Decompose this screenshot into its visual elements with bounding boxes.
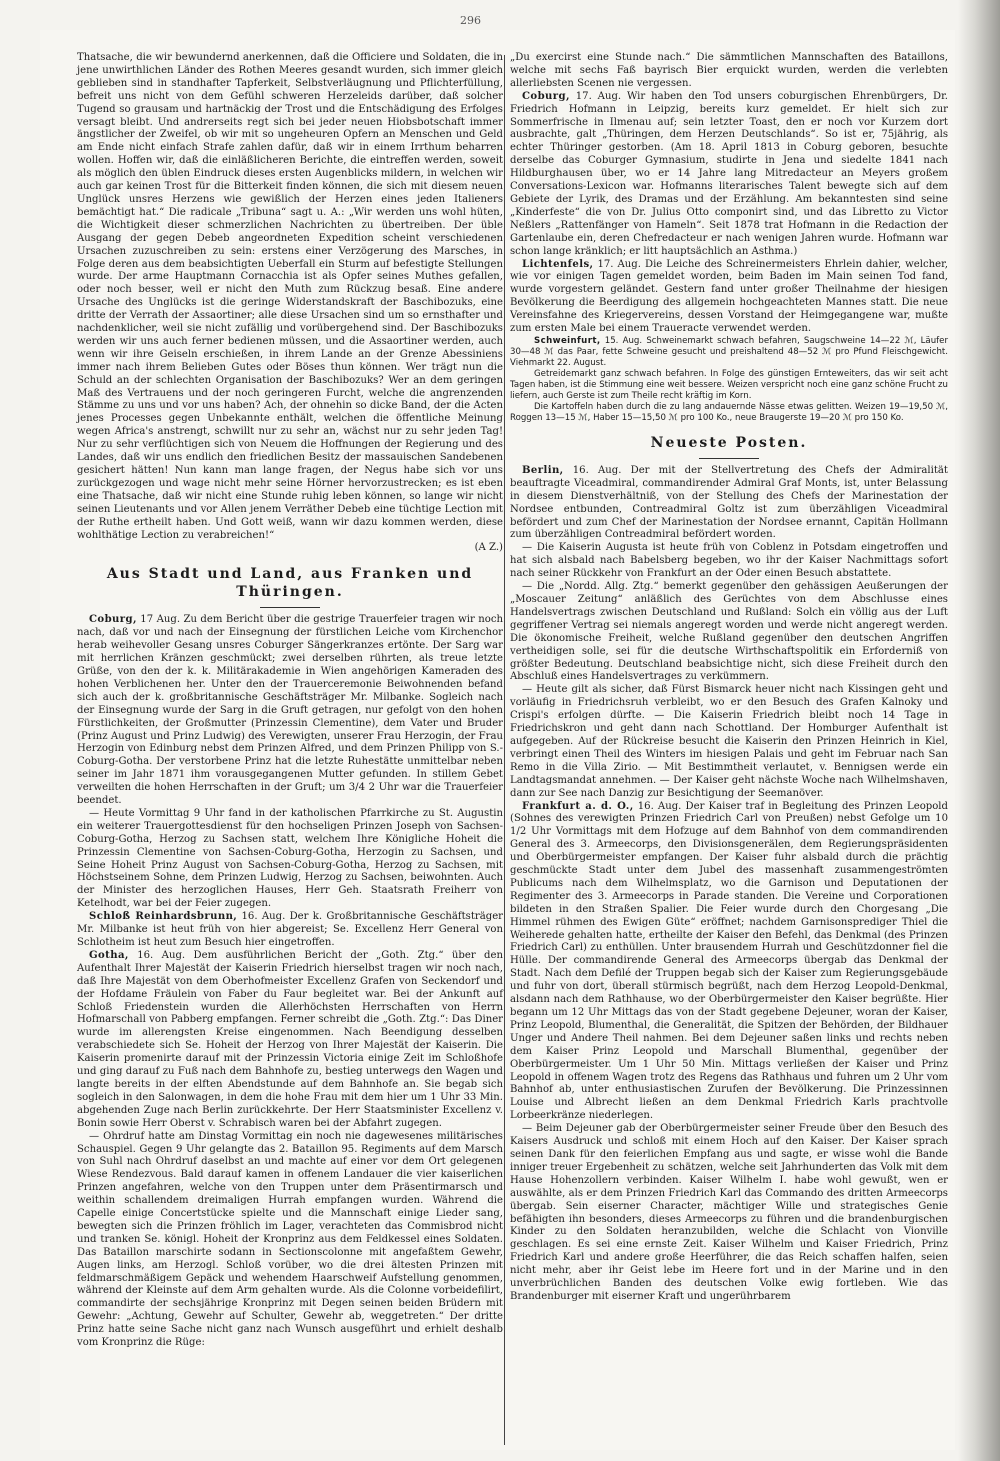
paragraph-text: 17 Aug. Zu dem Bericht über die gestrige Trauerfeier tragen wir noch nach, daß vor und nach der Einsegnung der fürstlichen Leiche vom Kirchenchor herab weihevoller Gesang unsres Coburger Sängerkranzes ertönte. Der Sarg war mit herrlichen Kränzen geschmückt; zwei derselben rührten, als treue letzte Grüße, von den der k. k. Militärakademie in Wien angehörigen Kameraden des hohen Verblichenen her. Unter den der Trauerceremonie Beiwohnenden befand sich auch der k. großbritannische Geschäftsträger Mr. Milbanke. Sogleich nach der Einsegnung wurde der Sarg in die Gruft getragen, nur gefolgt von den hohen Fürstlichkeiten, der Großmutter (Prinzessin Clementine), dem Vater und Bruder (Prinz August und Prinz Ludwig) des Verewigten, unserer Frau Herzogin, der Frau Herzogin von Edinburg nebst dem Prinzen Alfred, und dem Prinzen Philipp von S.-Coburg-Gotha. Der verstorbene Prinz hat die letzte Ruhestätte unmittelbar neben seiner im Jahr 1871 ihm vorausgegangenen Mutter gefunden. In stillem Gebet verweilten die hohen Herrschaften in der Gruft; um 3/4 2 Uhr war die Trauerfeier beendet. xyxy=(77,614,503,807)
latest-news xyxy=(510,465,948,1304)
paragraph-text: 17. Aug. Die Leiche des Schreinermeisters Ehrlein dahier, welcher, wie vor einigen Tagen gemeldet worden, beim Baden im Main seinen Tod fand, wurde vorgestern geländet. Gestern fand unter großer Theilnahme der hiesigen Bevölkerung die Beerdigung des allgemein hochgeachteten Mannes statt. Die neue Vereinsfahne des Kriegervereins, dessen Vorstand der Heimgegangene war, mußte zum ersten Male bei einem Traueracte verwendet werden. xyxy=(510,258,948,335)
paragraph-text: 16. Aug. Der k. Großbritannische Geschäftsträger Mr. Milbanke ist heut früh von hier abgereist; Se. Excellenz Herr General von Schlotheim ist heut zum Besuch hier eingetroffen. xyxy=(77,911,503,948)
paragraph-text: 16. Aug. Dem ausführlichen Bericht der „Goth. Ztg.“ über den Aufenthalt Ihrer Majestät der Kaiserin Friedrich hierselbst tragen wir noch nach, daß Ihre Majestät von dem Oberhofmeister Excellenz Grafen von Seckendorf und der Hofdame Fräulein von Faber du Faur begleitet war. Bei der Ankunft auf Schloß Friedenstein wurden die Allerhöchsten Herrschaften von Herrn Hofmarschall von Pabberg empfangen. Ferner schreibt die „Goth. Ztg.“: Das Diner wurde im allerengsten Kreise eingenommen. Nach Beendigung desselben verabschiedete sich Se. Hoheit der Herzog von Ihrer Majestät der Kaiserin. Die Kaiserin promenirte darauf mit der Prinzessin Victoria einige Zeit im Schloßhofe und ging darauf zu Fuß nach dem Bahnhofe zu, bestieg unterwegs den Wagen und langte bereits in der elften Abendstunde auf dem Bahnhofe an. Sie begab sich sogleich in den Salonwagen, in dem die hohe Frau mit dem hier um 1 Uhr 33 Min. abgehenden Zuge nach Berlin zurückkehrte. Der Herr Staatsminister Excellenz v. Bonin sowie Herr Oberst v. Schrabisch waren bei der Abfahrt zugegen. xyxy=(77,949,503,1129)
page-edge-shadow xyxy=(958,0,1000,1461)
article-paragraph xyxy=(510,259,948,336)
paragraph-text: Getreidemarkt ganz schwach befahren. In Folge des günstigen Ernteweiters, das wir seit acht Tagen haben, ist die Stimmung eine weit bessere. Weizen verspricht noch eine ganz schöne Frucht zu liefern, auch Gerste ist zum Theile recht kräftig im Korn. xyxy=(510,368,948,401)
article-paragraph xyxy=(510,1123,948,1304)
paragraph-text: — Heute gilt als sicher, daß Fürst Bismarck heuer nicht nach Kissingen geht und vorläufig in Friedrichsruh verbleibt, wo er den Besuch des Grafen Kalnoky und Crispi's erfolgen dürfte. — Die Kaiserin Friedrich bleibt noch 14 Tage in Friedrichskron und geht dann nach Schottland. Der Homburger Aufenthalt ist aufgegeben. Auf der Rückreise besucht die Kaiserin den Prinzen Heinrich in Kiel, verbringt einen Theil des Winters im hiesigen Palais und geht im Februar nach San Remo in die Villa Zirio. — Mit Bestimmtheit verlautet, v. Bennigsen werde ein Landtagsmandat annehmen. — Der Kaiser geht nächste Woche nach Wilhelmshaven, dann zur See nach Danzig zur Besichtigung der Seemanöver. xyxy=(510,684,948,799)
regional-reports-continued xyxy=(510,52,948,336)
article-paragraph xyxy=(77,1131,503,1350)
dateline-place: Schloß Reinhardsbrunn, xyxy=(89,911,238,923)
article-paragraph xyxy=(77,808,503,911)
dateline-place: Lichtenfels, xyxy=(522,258,594,270)
section-heading-regional: Aus Stadt und Land, aus Franken und Thüringen. xyxy=(106,566,474,601)
article-paragraph xyxy=(510,801,948,1124)
paragraph-text: — Die „Nordd. Allg. Ztg.“ bemerkt gegenüber den gehässigen Aeußerungen der „Moscauer Zeitung“ anläßlich des Gerüchtes von dem Abschlusse eines Handelsvertrags zwischen Deutschland und Rußland: Solch ein völlig aus der Luft gegriffener Vertrag sei niemals angeregt worden und werde nicht angeregt werden. Die ökonomische Freiheit, welche Rußland gegenüber den deutschen Angriffen vertheidigen solle, sei für die deutsche Wirthschaftspolitik ein Erforderniß von größter Bedeutung. Deutschland beabsichtige nicht, sich diese Freiheit durch den Abschluß eines Handelsvertrages zu verkümmern. xyxy=(510,581,948,683)
regional-reports xyxy=(77,614,503,1350)
article-paragraph xyxy=(510,369,948,402)
paragraph-text: — Die Kaiserin Augusta ist heute früh von Coblenz in Potsdam eingetroffen und hat sich alsbald nach Babelsberg begeben, wo ihr der Kaiser Nachmittags sofort nach seiner Rückkehr von Frankfurt an der Oder einen Besuch abstattete. xyxy=(510,542,948,580)
article-paragraph xyxy=(510,52,948,91)
paragraph-text: 16. Aug. Der Kaiser traf in Begleitung des Prinzen Leopold (Sohnes des verewigten Prinzen Friedrich Carl von Preußen) nebst Gefolge um 10 1/2 Uhr Vormittags mit dem Hofzuge auf dem Bahnhof von dem commandirenden General des 3. Armeecorps, den Divisionsgenerälen, dem Regierungspräsidenten und Oberbürgermeister empfangen. Der Kaiser fuhr alsbald durch die prächtig geschmückte Stadt unter dem Jubel des massenhaft zusammengeströmten Publicums nach dem Wilhelmsplatz, wo die Garnison und Deputationen der Regimenter des 3. Armeecorps in Parade standen. Die Vereine und Corporationen bildeten in den Straßen Spalier. Die Feier wurde durch den Chorgesang „Die Himmel rühmen des Ewigen Güte“ eröffnet; nachdem Garnisonsprediger Thiel die Weiherede gehalten hatte, ertheilte der Kaiser den Befehl, das Denkmal (des Prinzen Friedrich Carl) zu enthüllen. Unter brausendem Hurrah und Geschützdonner fiel die Hülle. Der commandirende General des Armeecorps übergab das Denkmal der Stadt. Nach dem Defilé der Truppen begab sich der Kaiser zum Regierungsgebäude und fuhr von dort, überall stürmisch begrüßt, nach dem Herzog Leopold-Denkmal, alsdann nach dem Rathhause, wo der Oberbürgermeister den Kaiser begrüßte. Hier begann um 12 Uhr Mittags das von der Stadt gegebene Dejeuner, woran der Kaiser, Prinz Leopold, Blumenthal, die Generalität, die Spitzen der Behörden, der Bildhauer Unger und Andere Theil nahmen. Bei dem Dejeuner saßen links und rechts neben dem Kaiser Prinz Leopold und Marschall Blumenthal, gegenüber der Oberbürgermeister. Um 1 Uhr 50 Min. Mittags verließen der Kaiser und Prinz Leopold in offenem Wagen trotz des Regens das Rathhaus und fuhren um 2 Uhr vom Bahnhof ab, unter enthusiastischen Zurufen der Bevölkerung. Die Prinzessinnen Louise und Albrecht ließen an dem Denkmal Friedrich Karls prachtvolle Lorbeerkränze niederlegen. xyxy=(510,800,948,1122)
column-divider xyxy=(504,55,505,1445)
section-rule xyxy=(699,458,759,459)
right-column xyxy=(510,52,948,1304)
article-paragraph xyxy=(510,465,948,542)
article-paragraph xyxy=(510,336,948,369)
dateline-place: Frankfurt a. d. O., xyxy=(522,800,634,812)
paragraph-text: 17. Aug. Wir haben den Tod unsers coburgischen Ehrenbürgers, Dr. Friedrich Hofmann in Leipzig, bereits kurz gemeldet. Er hielt sich zur Sommerfrische in Ilmenau auf; sein letzter Toast, den er noch vor Kurzem dort ausbrachte, galt „Thüringen, dem Herzen Deutschlands“. So ist er, 75jährig, als echter Thüringer gestorben. (Am 18. April 1813 in Coburg geboren, besuchte derselbe das Coburger Gymnasium, studirte in Jena und siedelte 1841 nach Hildburghausen über, wo er 14 Jahre lang Mitredacteur an Meyers großem Conversations-Lexicon war. Hofmanns literarisches Talent bewegte sich auf dem Gebiete der Lyrik, des Dramas und der Erzählung. Am bekanntesten sind seine „Kinderfeste“ die von Dr. Julius Otto componirt sind, und das Libretto zu Victor Neßlers „Rattenfänger von Hameln“. Seit 1878 trat Hofmann in die Redaction der Gartenlaube ein, deren Chefredacteur er nach wenigen Jahren wurde. Hofmann war schon lange kränklich; er litt hauptsächlich an Asthma.) xyxy=(510,90,948,257)
dateline-place: Coburg, xyxy=(522,90,570,102)
article-paragraph xyxy=(510,402,948,424)
intro-article xyxy=(77,52,503,542)
section-rule xyxy=(260,607,320,608)
article-paragraph xyxy=(77,614,503,808)
intro-signature: (A Z.) xyxy=(474,542,503,554)
article-paragraph xyxy=(510,684,948,800)
section-heading-latest-news: Neueste Posten. xyxy=(650,434,808,451)
paragraph-text: — Beim Dejeuner gab der Oberbürgermeister seiner Freude über den Besuch des Kaisers Ausdruck und schloß mit einem Hoch auf den Kaiser. Der Kaiser sprach seinen Dank für den feierlichen Empfang aus und sagte, er wisse wohl die Bande inniger treuer Ergebenheit zu schätzen, welche seit Jahrhunderten das Volk mit dem Hause Hohenzollern verbinden. Kaiser Wilhelm I. habe wohl gewußt, wen er auswählte, als er dem Prinzen Friedrich Karl das Commando des dritten Armeecorps übergab. Sein eiserner Character, mächtiger Wille und strategisches Genie befähigten ihn besonders, dieses Armeecorps zu führen und die brandenburgischen Kinder zu den Soldaten heranzubilden, welche die Schlacht von Vionville geschlagen. Es sei eine ernste Zeit. Kaiser Wilhelm und Kaiser Friedrich, Prinz Friedrich Karl und andere große Heerführer, die das Reich schaffen halfen, seien nicht mehr, aber ihr Geist lebe im Heere fort und in der Marine und in den unverbrüchlichen Banden des deutschen Volke ewig fortleben. Wie das Brandenburger mit eiserner Kraft und ungerührbarem xyxy=(510,1123,948,1302)
article-paragraph xyxy=(510,581,948,684)
dateline-place: Coburg, xyxy=(89,614,137,626)
article-paragraph: Thatsache, die wir bewundernd anerkennen, daß die Officiere und Soldaten, die in jene unwirthlichen Länder des Rothen Meeres gesandt wurden, sich immer gleich geblieben sind in standhafter Tapferkeit, Selbstverläugnung und Pflichterfüllung, befreit uns nicht von dem Gefühl schweren Herzeleids darüber, daß solcher Tugend so grausam und hartnäckig der Trost und die Entschädigung des Erfolges versagt bleibt. Und andrerseits regt sich bei jeder neuen Hiobsbotschaft immer ängstlicher der Zweifel, ob wir mit so ungeheuren Opfern an Menschen und Geld am Ende nicht einfach Strafe zahlen dafür, daß wir in einem Irrthum beharren wollen. Hoffen wir, daß die einläßlicheren Berichte, die eintreffen werden, soweit als möglich den üblen Eindruck dieses ersten Augenblicks mildern, in welchen wir auch gar keinen Trost für die Bitterkeit finden können, die sich mit diesem neuen Unglück unsres Herzens wie gewißlich der Herzen eines jeden Italieners bemächtigt hat.“ Die radicale „Tribuna“ sagt u. A.: „Wir werden uns wohl hüten, die Wichtigkeit dieser schmerzlichen Nachrichten zu übertreiben. Der üble Ausgang der gegen Debeb angeordneten Expedition scheint verschiedenen Ursachen zuzuschreiben zu sein: erstens einer Verzögerung des Marsches, in Folge deren aus dem beabsichtigten Ueberfall ein Sturm auf befestigte Stellungen wurde. Der arme Hauptmann Cornacchia ist als Opfer seines Muthes gefallen, oder noch besser, weil er nicht den Muth zum Rückzug besaß. Eine andere Ursache des Unglücks ist die geringe Widerstandskraft der Baschibozuks, eine dritte der Verrath der Assaortiner; alle diese Ursachen sind um so ernsthafter und nachdenklicher, weil sie nicht zufällig und vorübergehend sind. Der Baschibozuks werden wir uns auch ferner bedienen müssen, und die Assaortiner werden, auch wenn wir ihre Geiseln erschießen, in ihrem Lande an der Grenze Abessiniens immer nach ihrem Belieben Gutes oder Böses thun können. Wer trägt nun die Schuld an der schlechten Organisation der Baschibozuks? Wer an dem geringen Maß des Vertrauens und der noch geringeren Furcht, welche die angrenzenden Stämme zu uns und vor uns haben? Ach, der ohnehin so dicke Band, der die Acten jenes Processes gegen Unbekannte enthält, welchen die öffentliche Meinung wegen Africa's anstrengt, schwillt nur zu sehr an, wächst nur zu sehr jeden Tag! Nur zu sehr verflüchtigen sich von Neuem die Hoffnungen der Regierung und des Landes, daß wir uns endlich den friedlichen Besitz der massauischen Sandebenen gesichert hätten! Nun kann man lange fragen, der Negus habe sich vor uns zurückgezogen und wage nicht mehr seine Hörner hervorzustrecken; es ist eben eine Thatsache, daß wir nicht eine Stunde ruhig leben können, so lange wir nicht seinen Lieutenants und vor Allen jenem Verräther Debeb eine tüchtige Lection mit der Ruthe ertheilt haben. Und Gott weiß, wann wir dazu kommen werden, diese wohlthätige Lection zu verabreichen!“ xyxy=(77,52,503,541)
paragraph-text: — Ohrdruf hatte am Dinstag Vormittag ein noch nie dagewesenes militärisches Schauspiel. Gegen 9 Uhr gelangte das 2. Bataillon 95. Regiments auf dem Marsch von Suhl nach Ohrdruf daselbst an und machte auf einer vor dem Ort gelegenen Wiese Rendezvous. Bald darauf kamen in offenem Landauer die vier kaiserlichen Prinzen angefahren, welche von den Truppen unter dem Präsentirmarsch und weithin schallendem dreimaligen Hurrah empfangen wurden. Während die Capelle einige Concertstücke spielte und die Mannschaft einige Lieder sang, bewegten sich die Prinzen fröhlich im Lager, verachteten das Commisbrod nicht und tranken Se. königl. Hoheit der Kronprinz aus dem Feldkessel eines Soldaten. Das Bataillon marschirte sodann in Sectionscolonne mit angefaßtem Gewehr, Augen links, am Herzogl. Schloß vorüber, wo die drei ältesten Prinzen mit feldmarschmäßigem Gepäck und wehendem Haarschweif Aufstellung genommen, während der Kleinste auf dem Arm gehalten wurde. Als die Colonne vorbeidefilirt, commandirte der sechsjährige Kronprinz mit Degen seinen beiden Brüdern mit Gewehr: „Achtung, Gewehr auf Schulter, Gewehr ab, weggetreten.“ Der dritte Prinz hatte seine Sache nicht ganz nach Wunsch ausgeführt und erhielt deshalb vom Kronprinz die Rüge: xyxy=(77,1130,503,1349)
page-number: 296 xyxy=(460,14,481,27)
dateline-place: Gotha, xyxy=(89,949,129,961)
paragraph-text: Die Kartoffeln haben durch die zu lang andauernde Nässe etwas gelitten. Weizen 19—19,50 ℳ, Roggen 13—15 ℳ, Haber 15—15,50 ℳ pro 100 Ko., neue Braugerste 19—20 ℳ pro 150 Ko. xyxy=(510,401,948,423)
market-reports xyxy=(510,336,948,424)
left-column xyxy=(77,52,503,1350)
paragraph-text: „Du exercirst eine Stunde nach.“ Die sämmtlichen Mannschaften des Bataillons, welche mit sechs Faß bayrisch Bier erquickt wurden, werden die verlebten allerliebsten Scenen nie vergessen. xyxy=(510,52,948,89)
paragraph-text: — Heute Vormittag 9 Uhr fand in der katholischen Pfarrkirche zu St. Augustin ein weiterer Trauergottesdienst für den hochseligen Prinzen Joseph von Sachsen-Coburg-Gotha, Herzog zu Sachsen statt, welchem Ihre Königliche Hoheit die Prinzessin Clementine von Sachsen-Coburg-Gotha, Herzogin zu Sachsen, und Seine Hoheit Prinz August von Sachsen-Coburg-Gotha, Herzog zu Sachsen, mit Höchstseinem Sohne, dem Prinzen Ludwig, Herzog zu Sachsen, beiwohnten. Auch der Minister des herzoglichen Hauses, Herr Geh. Staatsrath Freiherr von Ketelhodt, war bei der Feier zugegen. xyxy=(77,807,503,910)
article-paragraph xyxy=(510,542,948,581)
dateline-place: Berlin, xyxy=(522,464,564,476)
article-paragraph xyxy=(77,950,503,1131)
article-paragraph xyxy=(77,911,503,950)
paragraph-text: 15. Aug. Schweinemarkt schwach befahren, Saugschweine 14—22 ℳ, Läufer 30—48 ℳ das Paar, fette Schweine gesucht und preishaltend 48—52 ℳ pro Pfund Fleischgewicht. Viehmarkt 22. August. xyxy=(510,335,948,368)
paragraph-text: 16. Aug. Der mit der Stellvertretung des Chefs der Admiralität beauftragte Viceadmiral, commandirender Admiral Graf Monts, ist, unter Belassung in diesem Dienstverhältniß, von der Stellung des Chefs der Marinestation der Nordsee entbunden, Contreadmiral Goltz ist zum überzähligen Viceadmiral befördert und zum Chef der Marinestation der Nordsee ernannt, Capitän Hollmann zum überzähligen Contreadmiral befördert worden. xyxy=(510,464,948,541)
dateline-place: Schweinfurt, xyxy=(534,335,601,346)
article-paragraph xyxy=(510,91,948,259)
